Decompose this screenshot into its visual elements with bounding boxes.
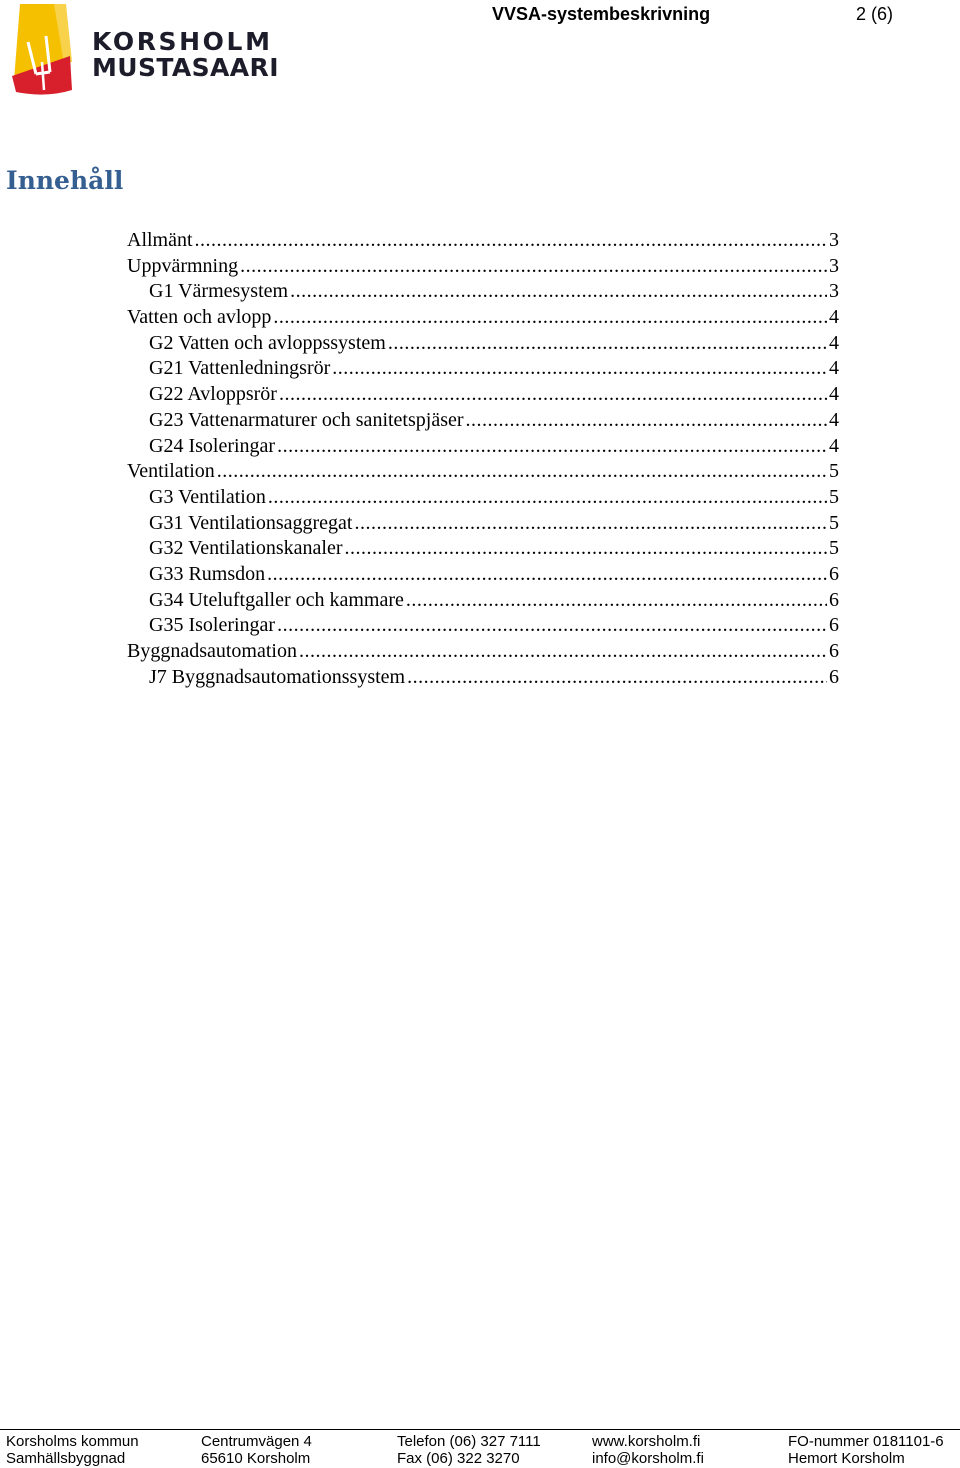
toc-leader-dots — [267, 562, 827, 588]
page-number: 2 (6) — [856, 4, 894, 24]
footer-text: FO-nummer 0181101-6 — [788, 1433, 944, 1450]
toc-entry-page: 4 — [829, 383, 839, 406]
toc-entry[interactable] — [127, 382, 839, 408]
toc-leader-dots — [290, 279, 827, 305]
toc-entry-page: 6 — [829, 640, 839, 662]
footer-text: 65610 Korsholm — [201, 1450, 311, 1467]
toc-entry[interactable] — [127, 511, 839, 537]
footer-column-organization — [6, 1433, 139, 1467]
toc-entry-page: 6 — [829, 588, 839, 611]
toc-entry-title: G23 Vattenarmaturer och sanitetspjäser — [149, 408, 464, 431]
footer-column-web — [592, 1433, 704, 1467]
footer-column-phone — [397, 1433, 541, 1467]
toc-entry-title: G1 Värmesystem — [149, 280, 289, 303]
toc-entry-page: 4 — [829, 408, 839, 431]
footer-text: Centrumvägen 4 — [201, 1433, 312, 1450]
toc-entry[interactable] — [127, 588, 839, 614]
footer-text: Samhällsbyggnad — [6, 1450, 126, 1467]
footer-text: Hemort Korsholm — [788, 1450, 905, 1467]
toc-entry-page: 3 — [829, 280, 839, 303]
toc-entry-title: G22 Avloppsrör — [149, 383, 277, 406]
toc-heading: Innehåll — [6, 166, 124, 195]
table-of-contents — [127, 228, 839, 690]
toc-entry[interactable] — [127, 434, 839, 460]
footer-text: Fax (06) 322 3270 — [397, 1450, 520, 1467]
toc-entry-title: G32 Ventilationskanaler — [149, 537, 343, 560]
footer-text: Korsholms kommun — [6, 1433, 139, 1450]
toc-leader-dots — [279, 382, 827, 408]
toc-leader-dots — [273, 305, 827, 331]
korsholm-logo — [6, 2, 279, 98]
toc-leader-dots — [406, 588, 827, 614]
toc-entry[interactable] — [127, 562, 839, 588]
toc-entry[interactable] — [127, 228, 839, 254]
toc-leader-dots — [466, 408, 827, 434]
toc-entry[interactable] — [127, 639, 839, 665]
toc-leader-dots — [277, 613, 827, 639]
toc-entry-title: G2 Vatten och avloppssystem — [149, 331, 386, 354]
toc-entry-page: 4 — [829, 434, 839, 457]
toc-entry-page: 4 — [829, 331, 839, 354]
toc-entry-title: G33 Rumsdon — [149, 562, 266, 585]
footer-column-registration — [788, 1433, 944, 1467]
document-title: VVSA-systembeskrivning — [492, 4, 711, 24]
toc-entry[interactable] — [127, 485, 839, 511]
coat-of-arms-icon — [6, 2, 76, 98]
toc-entry-page: 6 — [829, 665, 839, 688]
toc-leader-dots — [299, 639, 827, 665]
toc-entry[interactable] — [127, 356, 839, 382]
logo-text-korsholm: KORSHOLM — [92, 27, 273, 56]
toc-entry-title: G3 Ventilation — [149, 485, 266, 508]
toc-entry-page: 3 — [829, 254, 839, 277]
toc-entry[interactable] — [127, 536, 839, 562]
toc-entry-title: Uppvärmning — [127, 254, 239, 277]
toc-leader-dots — [195, 228, 827, 254]
toc-entry[interactable] — [127, 279, 839, 305]
toc-leader-dots — [268, 485, 827, 511]
logo-text-mustasaari: MUSTASAARI — [92, 53, 279, 82]
toc-entry-page: 5 — [829, 511, 839, 534]
toc-entry-title: Allmänt — [127, 229, 193, 251]
toc-entry[interactable] — [127, 305, 839, 331]
footer-text: Telefon (06) 327 7111 — [397, 1433, 541, 1450]
toc-entry[interactable] — [127, 254, 839, 280]
toc-leader-dots — [344, 536, 827, 562]
toc-leader-dots — [407, 665, 827, 691]
toc-entry-title: Ventilation — [127, 460, 215, 483]
toc-entry-title: J7 Byggnadsautomationssystem — [149, 665, 406, 688]
toc-leader-dots — [277, 434, 827, 460]
toc-entry-page: 4 — [829, 357, 839, 380]
footer-link-website[interactable]: www.korsholm.fi — [592, 1433, 701, 1450]
footer-divider — [0, 1429, 960, 1430]
toc-entry-title: G24 Isoleringar — [149, 434, 276, 457]
toc-entry-page: 3 — [829, 229, 839, 251]
toc-entry-title: G35 Isoleringar — [149, 614, 276, 637]
toc-entry[interactable] — [127, 331, 839, 357]
toc-leader-dots — [354, 511, 827, 537]
toc-entry-page: 6 — [829, 614, 839, 637]
toc-entry-title: Byggnadsautomation — [127, 640, 297, 662]
toc-entry-page: 5 — [829, 485, 839, 508]
toc-entry[interactable] — [127, 665, 839, 691]
toc-entry-title: G21 Vattenledningsrör — [149, 357, 331, 380]
toc-leader-dots — [388, 331, 827, 357]
footer-link-email[interactable]: info@korsholm.fi — [592, 1450, 704, 1467]
toc-entry-title: G31 Ventilationsaggregat — [149, 511, 353, 534]
toc-entry-page: 5 — [829, 537, 839, 560]
toc-entry[interactable] — [127, 613, 839, 639]
footer-column-address — [201, 1433, 312, 1467]
toc-leader-dots — [240, 254, 827, 280]
toc-entry-title: Vatten och avlopp — [127, 306, 272, 329]
toc-entry-title: G34 Uteluftgaller och kammare — [149, 588, 404, 611]
toc-leader-dots — [332, 356, 827, 382]
toc-entry-page: 5 — [829, 460, 839, 483]
toc-entry-page: 6 — [829, 562, 839, 585]
toc-entry-page: 4 — [829, 306, 839, 329]
toc-entry[interactable] — [127, 459, 839, 485]
toc-leader-dots — [217, 459, 827, 485]
toc-entry[interactable] — [127, 408, 839, 434]
